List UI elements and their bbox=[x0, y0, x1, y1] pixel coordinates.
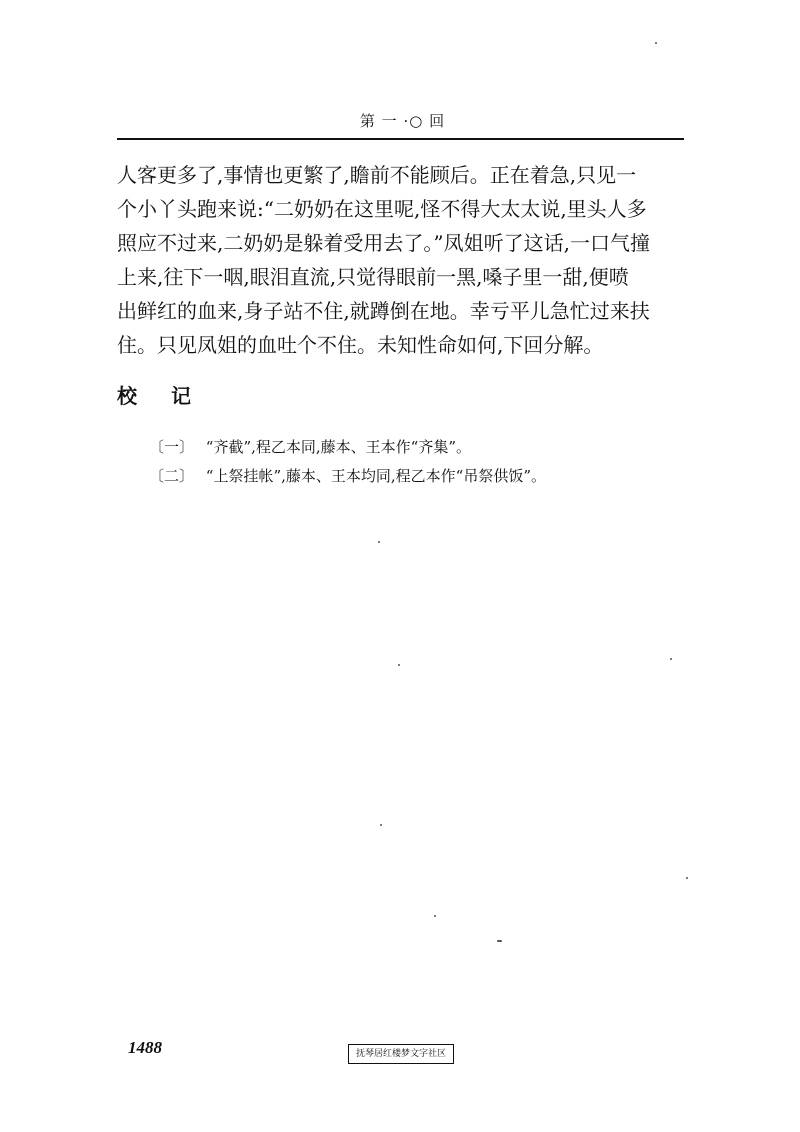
scan-speck bbox=[380, 824, 382, 826]
header-divider bbox=[117, 138, 684, 140]
collation-notes bbox=[149, 433, 629, 491]
body-line: 个小丫头跑来说:“二奶奶在这里呢,怪不得大太太说,里头人多 bbox=[117, 197, 647, 221]
scan-speck bbox=[670, 658, 672, 660]
scan-speck bbox=[497, 940, 502, 942]
collation-title: 校记 bbox=[117, 384, 225, 408]
body-line: 上来,往下一咽,眼泪直流,只觉得眼前一黑,嗓子里一甜,便喷 bbox=[117, 265, 629, 289]
page-number: 1488 bbox=[128, 1038, 162, 1057]
body-line: 出鲜红的血来,身子站不住,就蹲倒在地。幸亏平儿急忙过来扶 bbox=[117, 299, 650, 323]
scan-speck bbox=[398, 664, 400, 666]
note-marker: 〔二〕 bbox=[149, 467, 195, 485]
note-text: “齐截”,程乙本同,藤本、王本作“齐集”。 bbox=[205, 438, 471, 456]
scan-speck bbox=[655, 42, 657, 44]
page-header bbox=[0, 110, 800, 134]
body-line: 住。只见凤姐的血吐个不住。未知性命如何,下回分解。 bbox=[117, 333, 604, 357]
watermark-stamp: 抚琴居红楼梦文字社区 bbox=[348, 1044, 454, 1064]
note-text: “上祭挂帐”,藤本、王本均同,程乙本作“吊祭供饭”。 bbox=[205, 467, 546, 485]
body-text bbox=[117, 158, 685, 362]
note-marker: 〔一〕 bbox=[149, 438, 195, 456]
body-line: 照应不过来,二奶奶是躲着受用去了。”凤姐听了这话,一口气撞 bbox=[117, 231, 650, 255]
scan-speck bbox=[378, 541, 380, 543]
body-line: 人客更多了,事情也更繁了,瞻前不能顾后。正在着急,只见一 bbox=[117, 163, 637, 187]
collation-note bbox=[149, 462, 629, 491]
scan-speck bbox=[434, 915, 436, 917]
collation-note bbox=[149, 433, 629, 462]
chapter-title: 第 一 ·○ 回 bbox=[359, 112, 446, 130]
scan-speck bbox=[686, 877, 688, 879]
